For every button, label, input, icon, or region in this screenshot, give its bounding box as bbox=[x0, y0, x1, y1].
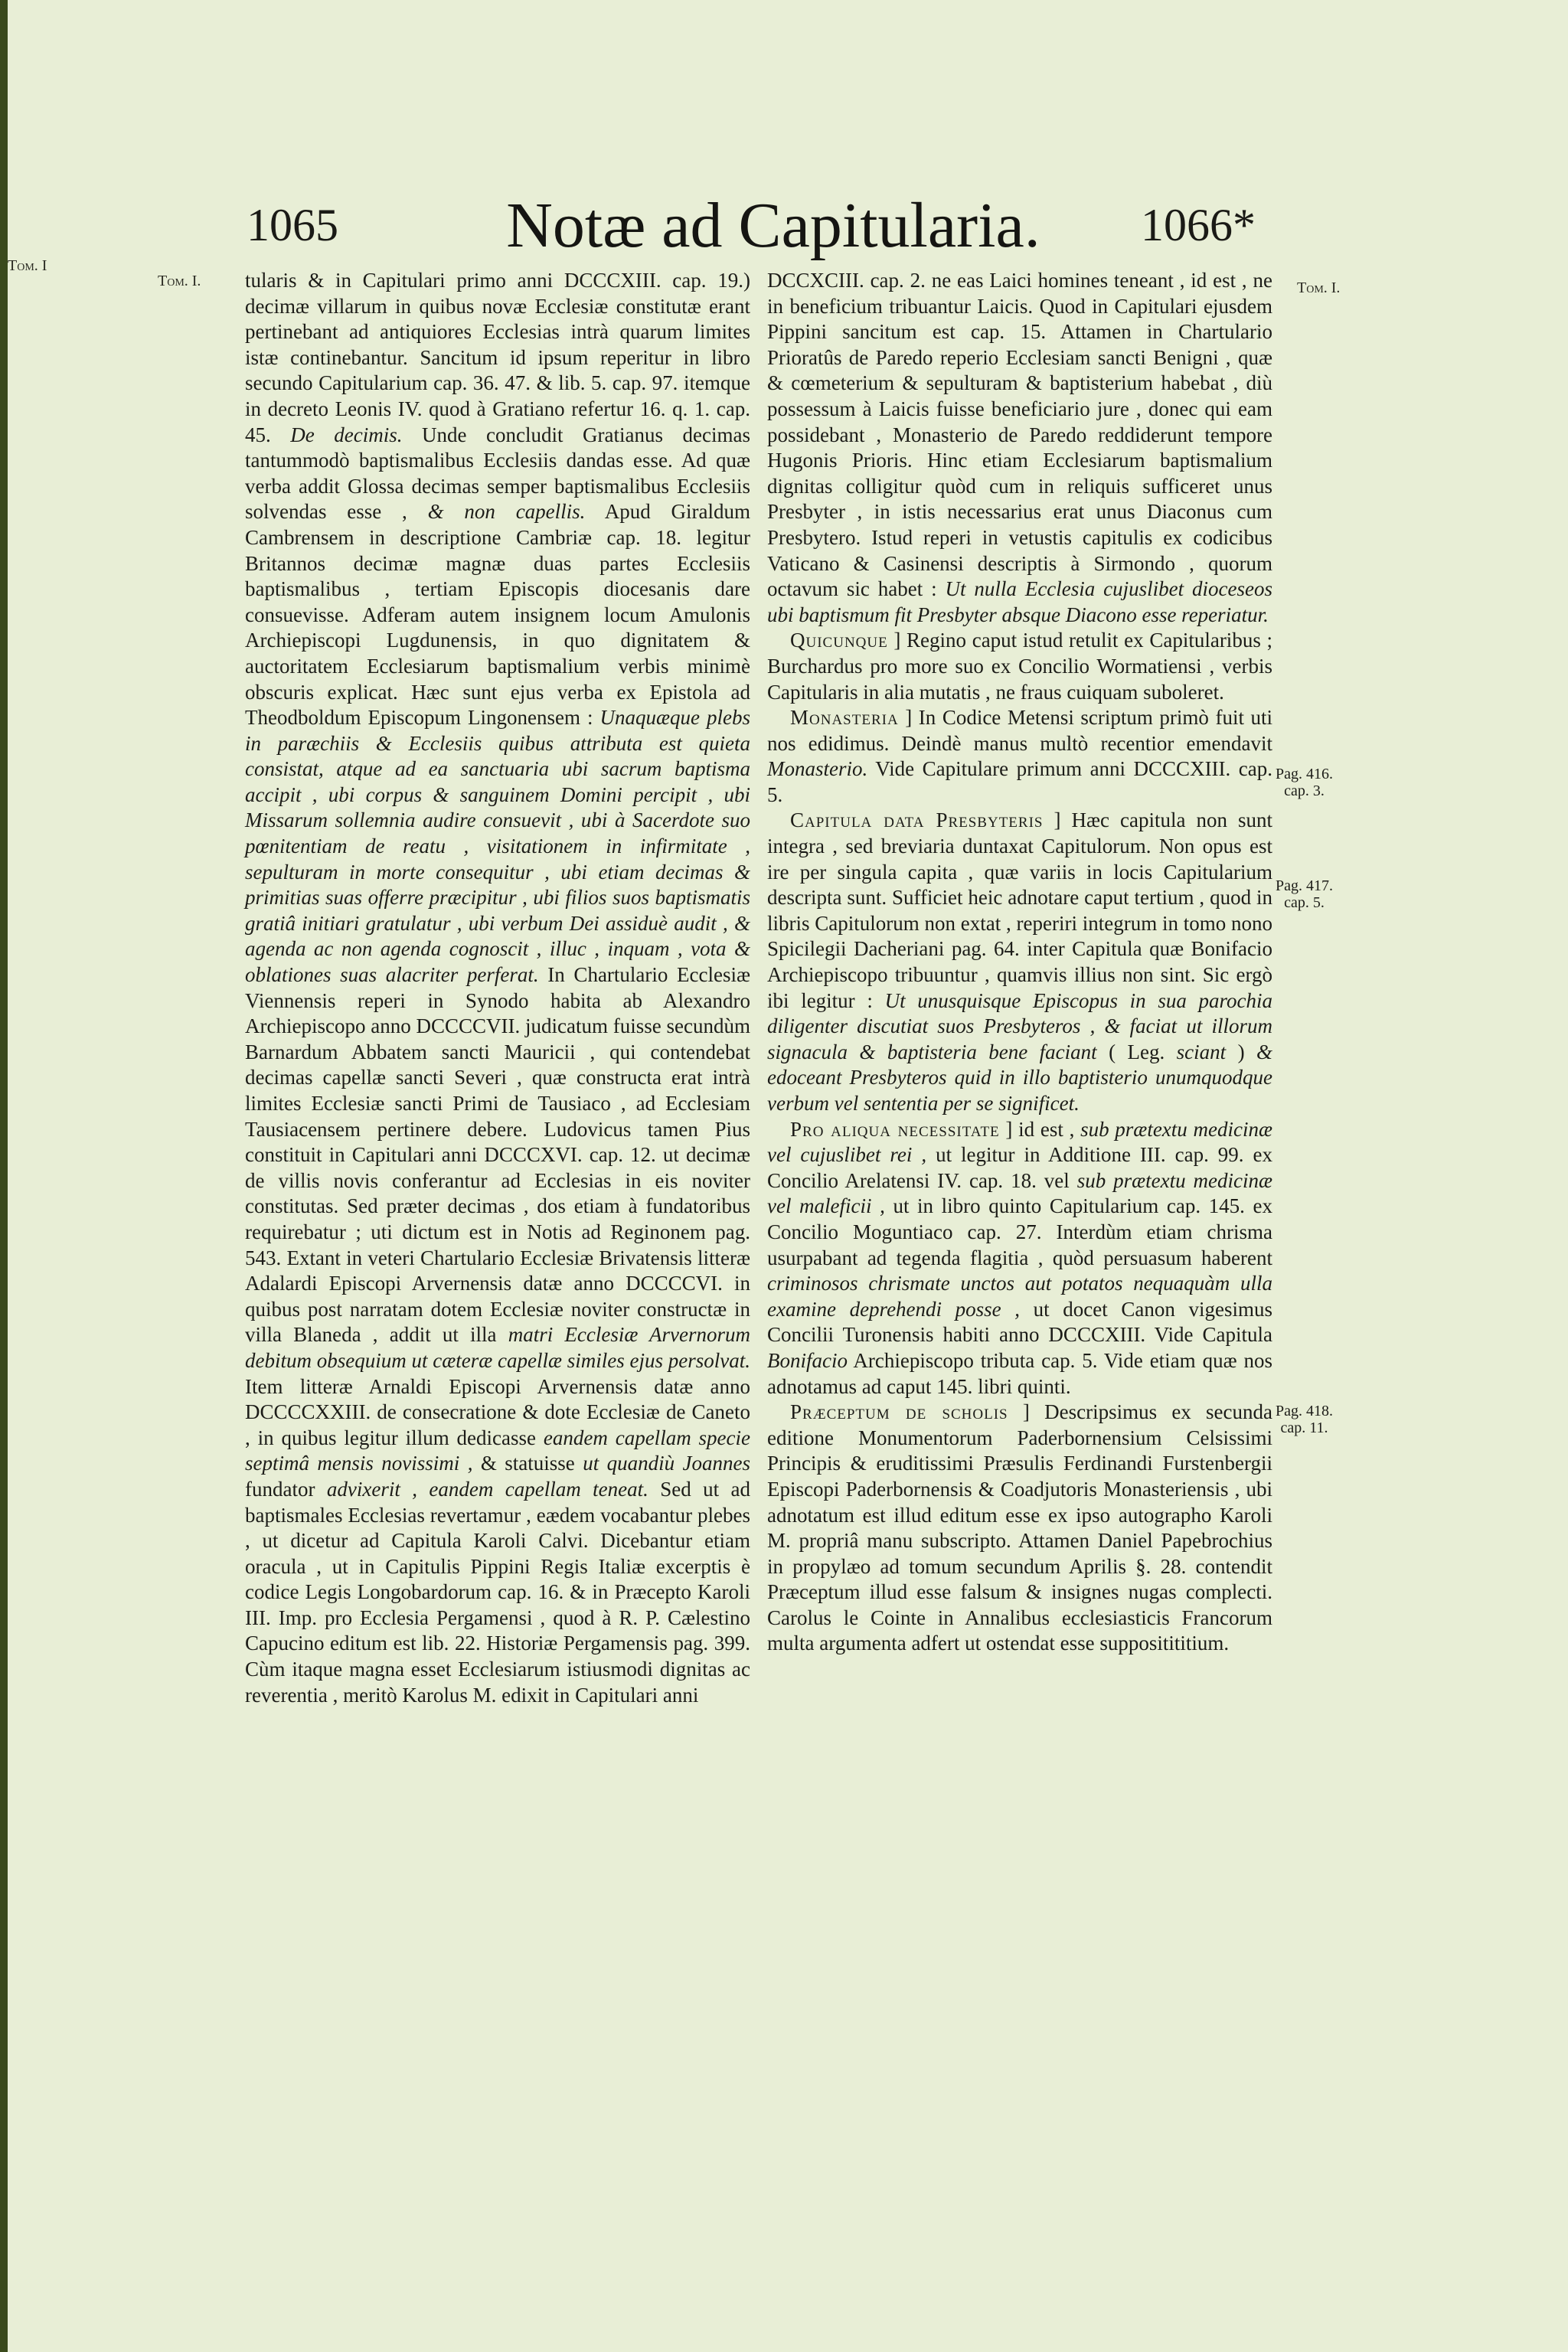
margin-volume-left: Tom. I. bbox=[158, 273, 201, 289]
margin-reference-3 bbox=[1276, 1403, 1333, 1436]
italic-run: Bonifacio bbox=[767, 1348, 848, 1372]
paragraph bbox=[767, 705, 1272, 808]
text-run: tularis & in Capitulari primo anni DCCCXIII. cap. 19.) decimæ villarum in quibus novæ Ecclesiæ constitutæ erant pertinebant ad antiquiores Ecclesias intrà quarum limites istæ continebantur. Sancitum id ipsum reperitur in libro secundo Capitularium cap. 36. 47. & lib. 5. cap. 97. itemque in decreto Leonis IV. quod à Gratiano refertur 16. q. 1. cap. 45. bbox=[245, 269, 750, 446]
text-run: ] Descripsimus ex secunda editione Monumentorum Paderbornensium Celsissimi Principis & eruditissimi Præsulis Ferdinandi Furstenbergii Episcopi Paderbornensis & Coadjutoris Monasteriensis , ubi adnotatum est illud editum esse ex ipso autographo Karoli M. propriâ manu subscripto. Attamen Daniel Papebrochius in propylæo ad tomum secundum Aprilis §. 28. contendit Præceptum illud esse falsum & insignes nugas complecti. Carolus le Cointe in Annalibus ecclesiasticis Francorum multa argumenta adfert ut ostendat esse suppositititium. bbox=[767, 1400, 1272, 1655]
text-run: Sed ut ad baptismales Ecclesias revertamur , eædem vocabantur plebes , ut dicetur ad Capitula Karoli Calvi. Dicebantur etiam oracula , ut in Capitulis Pippini Regis Italiæ excerptis è codice Legis Longobardorum cap. 16. & in Præcepto Karoli III. Imp. pro Ecclesia Pergamensi , quod à R. P. Cælestino Capucino editum est lib. 22. Historiæ Pergamensis pag. 399. Cùm itaque magna esset Ecclesiarum istiusmodi dignitas ac reverentia , meritò Karolus M. edixit in Capitulari anni bbox=[245, 1477, 751, 1707]
page-title: Notæ ad Capitularia. bbox=[506, 190, 1040, 261]
paragraph bbox=[767, 808, 1272, 1116]
text-run: & statuisse bbox=[480, 1452, 575, 1475]
paragraph bbox=[245, 268, 750, 1708]
margin-reference-page: Pag. 416. bbox=[1276, 766, 1333, 782]
page-edge bbox=[0, 0, 8, 2352]
italic-run: Monasterio. bbox=[767, 757, 868, 781]
italic-run: ut quandiù Joannes bbox=[583, 1452, 751, 1475]
text-run: Item litteræ Arnaldi Episcopi Arvernensis datæ anno DCCCCXXIII. de consecratione & dote Ecclesiæ de Caneto , in quibus legitur illum dedicasse bbox=[245, 1374, 750, 1449]
italic-run: & non capellis. bbox=[427, 500, 586, 524]
text-run: ] In Codice Metensi scriptum primò fuit uti nos edidimus. Deindè manus multò recentior emendavit bbox=[767, 706, 1272, 755]
text-run: Archiepiscopo tributa cap. 5. Vide etiam quæ nos adnotamus ad caput 145. libri quinti. bbox=[767, 1348, 1272, 1398]
text-run: DCCXCIII. cap. 2. ne eas Laici homines teneant , id est , ne in beneficium tribuantur Laicis. Quod in Capitulari ejusdem Pippini sancitum est cap. 15. Attamen in Chartulario Prioratûs de Paredo reperio Ecclesiam sancti Benigni , quæ & cœmeterium & sepulturam & baptisterium habebat , diù possessum à Laicis fuisse beneficiario jure , donec qui eam possidebant , Monasterio de Paredo reddiderunt tempore Hugonis Prioris. Hinc etiam Ecclesiarum baptismalium dignitas colligitur quòd cum in reliquis sufficeret unus Presbyter , in istis necessarius erat unus Diaconus cum Presbytero. Istud reperi in vetustis capitulis ex codicibus Vaticano & Casinensi descriptis à Sirmondo , quorum octavum sic habet : bbox=[767, 269, 1272, 601]
lemma: Pro aliqua necessitate bbox=[790, 1117, 1000, 1141]
text-run: Apud Giraldum Cambrensem in descriptione Cambriæ cap. 18. legitur Britannos decimæ magnæ duas partes Ecclesiis baptismalibus , tertiam Episcopis diocesanis dare consuevisse. Adferam autem insignem locum Amulonis Archiepiscopi Lugdunensis, in quo dignitatem & auctoritatem Ecclesiarum baptismalium verbis minimè obscuris explicat. Hæc sunt ejus verba ex Epistola ad Theodboldum Episcopum Lingonensem : bbox=[245, 500, 751, 730]
margin-reference-2 bbox=[1276, 877, 1333, 911]
paragraph bbox=[767, 628, 1272, 705]
paragraph bbox=[767, 1400, 1272, 1657]
italic-run: eandem capellam specie septimâ mensis novissimi , bbox=[245, 1426, 751, 1475]
lemma: Capitula data Presbyteris bbox=[790, 808, 1044, 832]
italic-run: & edoceant Presbyteros quid in illo baptisterio unumquodque verbum vel sententia per se significet. bbox=[767, 1040, 1272, 1115]
page-number-right: 1066* bbox=[1141, 200, 1256, 250]
text-run: Unde concludit Gratianus decimas tantummodò baptismalibus Ecclesiis dandas esse. Ad quæ verba addit Glossa decimas semper baptismalibus Ecclesiis solvendas esse , bbox=[245, 423, 751, 524]
text-run: ] id est , bbox=[1005, 1117, 1075, 1141]
italic-run: advixerit , eandem capellam teneat. bbox=[326, 1477, 648, 1501]
lemma: Præceptum de scholis bbox=[790, 1400, 1008, 1424]
italic-run: sub prætextu medicinæ vel cujuslibet rei , bbox=[767, 1117, 1272, 1167]
margin-reference-page: Pag. 417. bbox=[1276, 877, 1333, 894]
italic-run: De decimis. bbox=[290, 423, 403, 446]
left-column bbox=[245, 268, 750, 1708]
right-column bbox=[767, 268, 1272, 1657]
italic-run: sciant bbox=[1176, 1040, 1227, 1063]
italic-run: Ut unusquisque Episcopus in sua parochia diligenter discutiat suos Presbyteros , & faciat ut illorum signacula & baptisteria bene faciant bbox=[767, 988, 1273, 1063]
margin-volume-right: Tom. I. bbox=[1297, 279, 1341, 296]
gutter-volume-mark: Tom. I bbox=[8, 257, 47, 274]
italic-run: Ut nulla Ecclesia cujuslibet dioceseos ubi baptismum fit Presbyter absque Diacono esse reperiatur. bbox=[767, 577, 1273, 626]
italic-run: Unaquæque plebs in paræchiis & Ecclesiis quibus attributa est quieta consistat, atque ad ea sanctuaria ubi sacrum baptisma accipit , ubi corpus & sanguinem Domini percipit , ubi Missarum sollemnia audire consuevit , ubi à Sacerdote suo pœnitentiam de reatu , visitationem in infirmitate , sepulturam in morte consequitur , ubi etiam decimas & primitias suas offerre præcipitur , ubi filios suos baptismatis gratiâ initiari gratulatur , ubi verbum Dei assiduè audit , & agenda ac non agenda cognoscit , illuc , inquam , vota & oblationes suas alacriter perferat. bbox=[245, 706, 750, 987]
margin-reference-1 bbox=[1276, 766, 1333, 799]
text-run: ] Regino caput istud retulit ex Capitularibus ; Burchardus pro more suo ex Concilio Wormatiensi , verbis Capitularis in alia mutatis , ne fraus cuiquam suboleret. bbox=[767, 629, 1272, 704]
italic-run: matri Ecclesiæ Arvernorum debitum obsequium ut cæteræ capellæ similes ejus persolvat. bbox=[245, 1323, 751, 1372]
page-number-left: 1065 bbox=[247, 200, 338, 250]
text-run: ut docet Canon vigesimus Concilii Turonensis habiti anno DCCCXIII. Vide Capitula bbox=[767, 1297, 1272, 1347]
margin-reference-chapter: cap. 5. bbox=[1284, 894, 1325, 911]
text-run: fundator bbox=[245, 1477, 315, 1501]
lemma: Quicunque bbox=[790, 629, 888, 652]
lemma: Monasteria bbox=[790, 706, 899, 730]
italic-run: criminosos chrismate unctos aut potatos nequaquàm ulla examine deprehendi posse , bbox=[767, 1272, 1272, 1321]
text-run: Vide Capitulare primum anni DCCCXIII. cap. 5. bbox=[767, 757, 1273, 806]
paragraph bbox=[767, 1117, 1272, 1400]
margin-reference-chapter: cap. 11. bbox=[1280, 1419, 1328, 1436]
margin-reference-chapter: cap. 3. bbox=[1284, 782, 1325, 799]
text-run: ) bbox=[1237, 1040, 1245, 1063]
text-run: ut in libro quinto Capitularium cap. 145. ex Concilio Moguntiaco cap. 27. Interdùm etiam chrisma usurpabant ad tegenda flagitia , quòd persuasum haberent bbox=[767, 1194, 1272, 1269]
margin-reference-page: Pag. 418. bbox=[1276, 1403, 1333, 1419]
text-run: ] Hæc capitula non sunt integra , sed breviaria duntaxat Capitulorum. Non opus est ire per singula capita , quæ variis in locis Capitularium descripta sunt. Sufficiet heic adnotare caput tertium , quod in libris Capitulorum non extat , reperiri integrum in tomo nono Spicilegii Dacheriani pag. 64. inter Capitula quæ Bonifacio Archiepiscopo tribuuntur , quamvis illius non sint. Sic ergò ibi legitur : bbox=[767, 808, 1272, 1012]
italic-run: sub prætextu medicinæ vel maleficii , bbox=[767, 1168, 1272, 1218]
text-run: In Chartulario Ecclesiæ Viennensis reperi in Synodo habita ab Alexandro Archiepiscopo anno DCCCCVII. judicatum fuisse secundùm Barnardum Abbatem sancti Mauricii , qui contendebat decimas capellæ sancti Severi , quæ constructa erat intrà limites Ecclesiæ sancti Primi de Tausiaco , ad Ecclesiam Tausiacensem pertinere debere. Ludovicus tamen Pius constituit in Capitulari anni DCCCXVI. cap. 12. ut decimæ de villis novis conferantur ad Ecclesias in eis noviter constitutas. Sed præter decimas , dos etiam à fundatoribus requirebatur ; uti dictum est in Notis ad Reginonem pag. 543. Extant in veteri Chartulario Ecclesiæ Brivatensis litteræ Adalardi Episcopi Arvernensis datæ anno DCCCCVI. in quibus post narratam dotem Ecclesiæ noviter constructæ in villa Blaneda , addit ut illa bbox=[245, 963, 750, 1347]
text-run: ( Leg. bbox=[1109, 1040, 1165, 1063]
paragraph bbox=[767, 268, 1272, 628]
text-run: ut legitur in Additione III. cap. 99. ex Concilio Arelatensi IV. cap. 18. vel bbox=[767, 1143, 1272, 1192]
